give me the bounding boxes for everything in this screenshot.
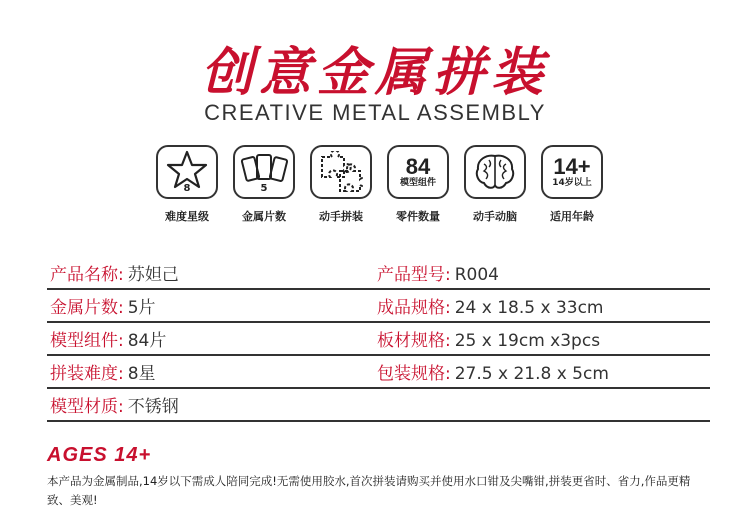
feature-age xyxy=(539,145,605,224)
page-title: 创意金属拼装 xyxy=(200,42,549,103)
ages-heading: AGES 14+ xyxy=(47,444,152,466)
safety-note: 本产品为金属制品,14岁以下需成人陪同完成!无需使用胶水,首次拼装请购买并使用水口钳及尖嘴钳,拼装更省时、省力,作品更精致、美观! xyxy=(47,474,691,507)
cards-icon-label: 5 xyxy=(260,183,268,194)
feature-metal-sheets xyxy=(231,145,297,224)
spec-value: 84片 xyxy=(127,331,167,351)
spec-label: 成品规格: xyxy=(377,298,451,318)
feature-parts xyxy=(385,145,451,224)
spec-label: 模型组件: xyxy=(50,331,124,351)
spec-label: 包装规格: xyxy=(377,364,451,384)
star-icon-label: 8 xyxy=(183,183,191,194)
spec-value: R004 xyxy=(454,265,499,285)
feature-difficulty xyxy=(154,145,220,224)
spec-row xyxy=(47,260,710,293)
spec-value: 苏妲己 xyxy=(127,265,179,285)
brain-icon xyxy=(464,145,526,199)
feature-caption: 金属片数 xyxy=(242,210,286,223)
row-divider xyxy=(47,387,710,389)
spec-label: 产品型号: xyxy=(377,265,451,285)
puzzle-icon xyxy=(310,145,372,199)
spec-row xyxy=(47,359,710,392)
row-divider xyxy=(47,420,710,422)
parts-count-badge xyxy=(387,145,449,199)
spec-value: 25 x 19cm x3pcs xyxy=(454,331,601,351)
spec-label: 金属片数: xyxy=(50,298,124,318)
spec-value: 27.5 x 21.8 x 5cm xyxy=(454,364,609,384)
spec-label: 模型材质: xyxy=(50,397,124,417)
spec-row xyxy=(47,392,710,425)
spec-label: 板材规格: xyxy=(377,331,451,351)
age-number: 14+ xyxy=(553,153,591,179)
spec-table xyxy=(47,260,710,425)
feature-assembly xyxy=(308,145,374,224)
feature-caption: 动手拼装 xyxy=(319,210,363,223)
page-subtitle: CREATIVE METAL ASSEMBLY xyxy=(204,100,546,125)
spec-label: 产品名称: xyxy=(50,265,124,285)
spec-value: 8星 xyxy=(127,364,156,384)
feature-caption: 适用年龄 xyxy=(550,210,594,223)
spec-row xyxy=(47,293,710,326)
feature-caption: 零件数量 xyxy=(396,210,440,223)
feature-brain xyxy=(462,145,528,224)
row-divider xyxy=(47,354,710,356)
spec-row xyxy=(47,326,710,359)
row-divider xyxy=(47,321,710,323)
parts-count-label: 模型组件 xyxy=(399,177,436,188)
spec-value: 24 x 18.5 x 33cm xyxy=(454,298,604,318)
row-divider xyxy=(47,288,710,290)
age-badge xyxy=(541,145,603,199)
cards-icon xyxy=(233,145,295,199)
star-icon xyxy=(156,145,218,199)
age-label: 14岁以上 xyxy=(552,177,592,188)
feature-icons xyxy=(154,145,605,224)
parts-count: 84 xyxy=(405,153,431,179)
feature-caption: 动手动脑 xyxy=(473,210,517,223)
spec-label: 拼装难度: xyxy=(50,364,124,384)
spec-value: 不锈钢 xyxy=(127,397,179,417)
spec-value: 5片 xyxy=(127,298,156,318)
feature-caption: 难度星级 xyxy=(165,210,209,223)
